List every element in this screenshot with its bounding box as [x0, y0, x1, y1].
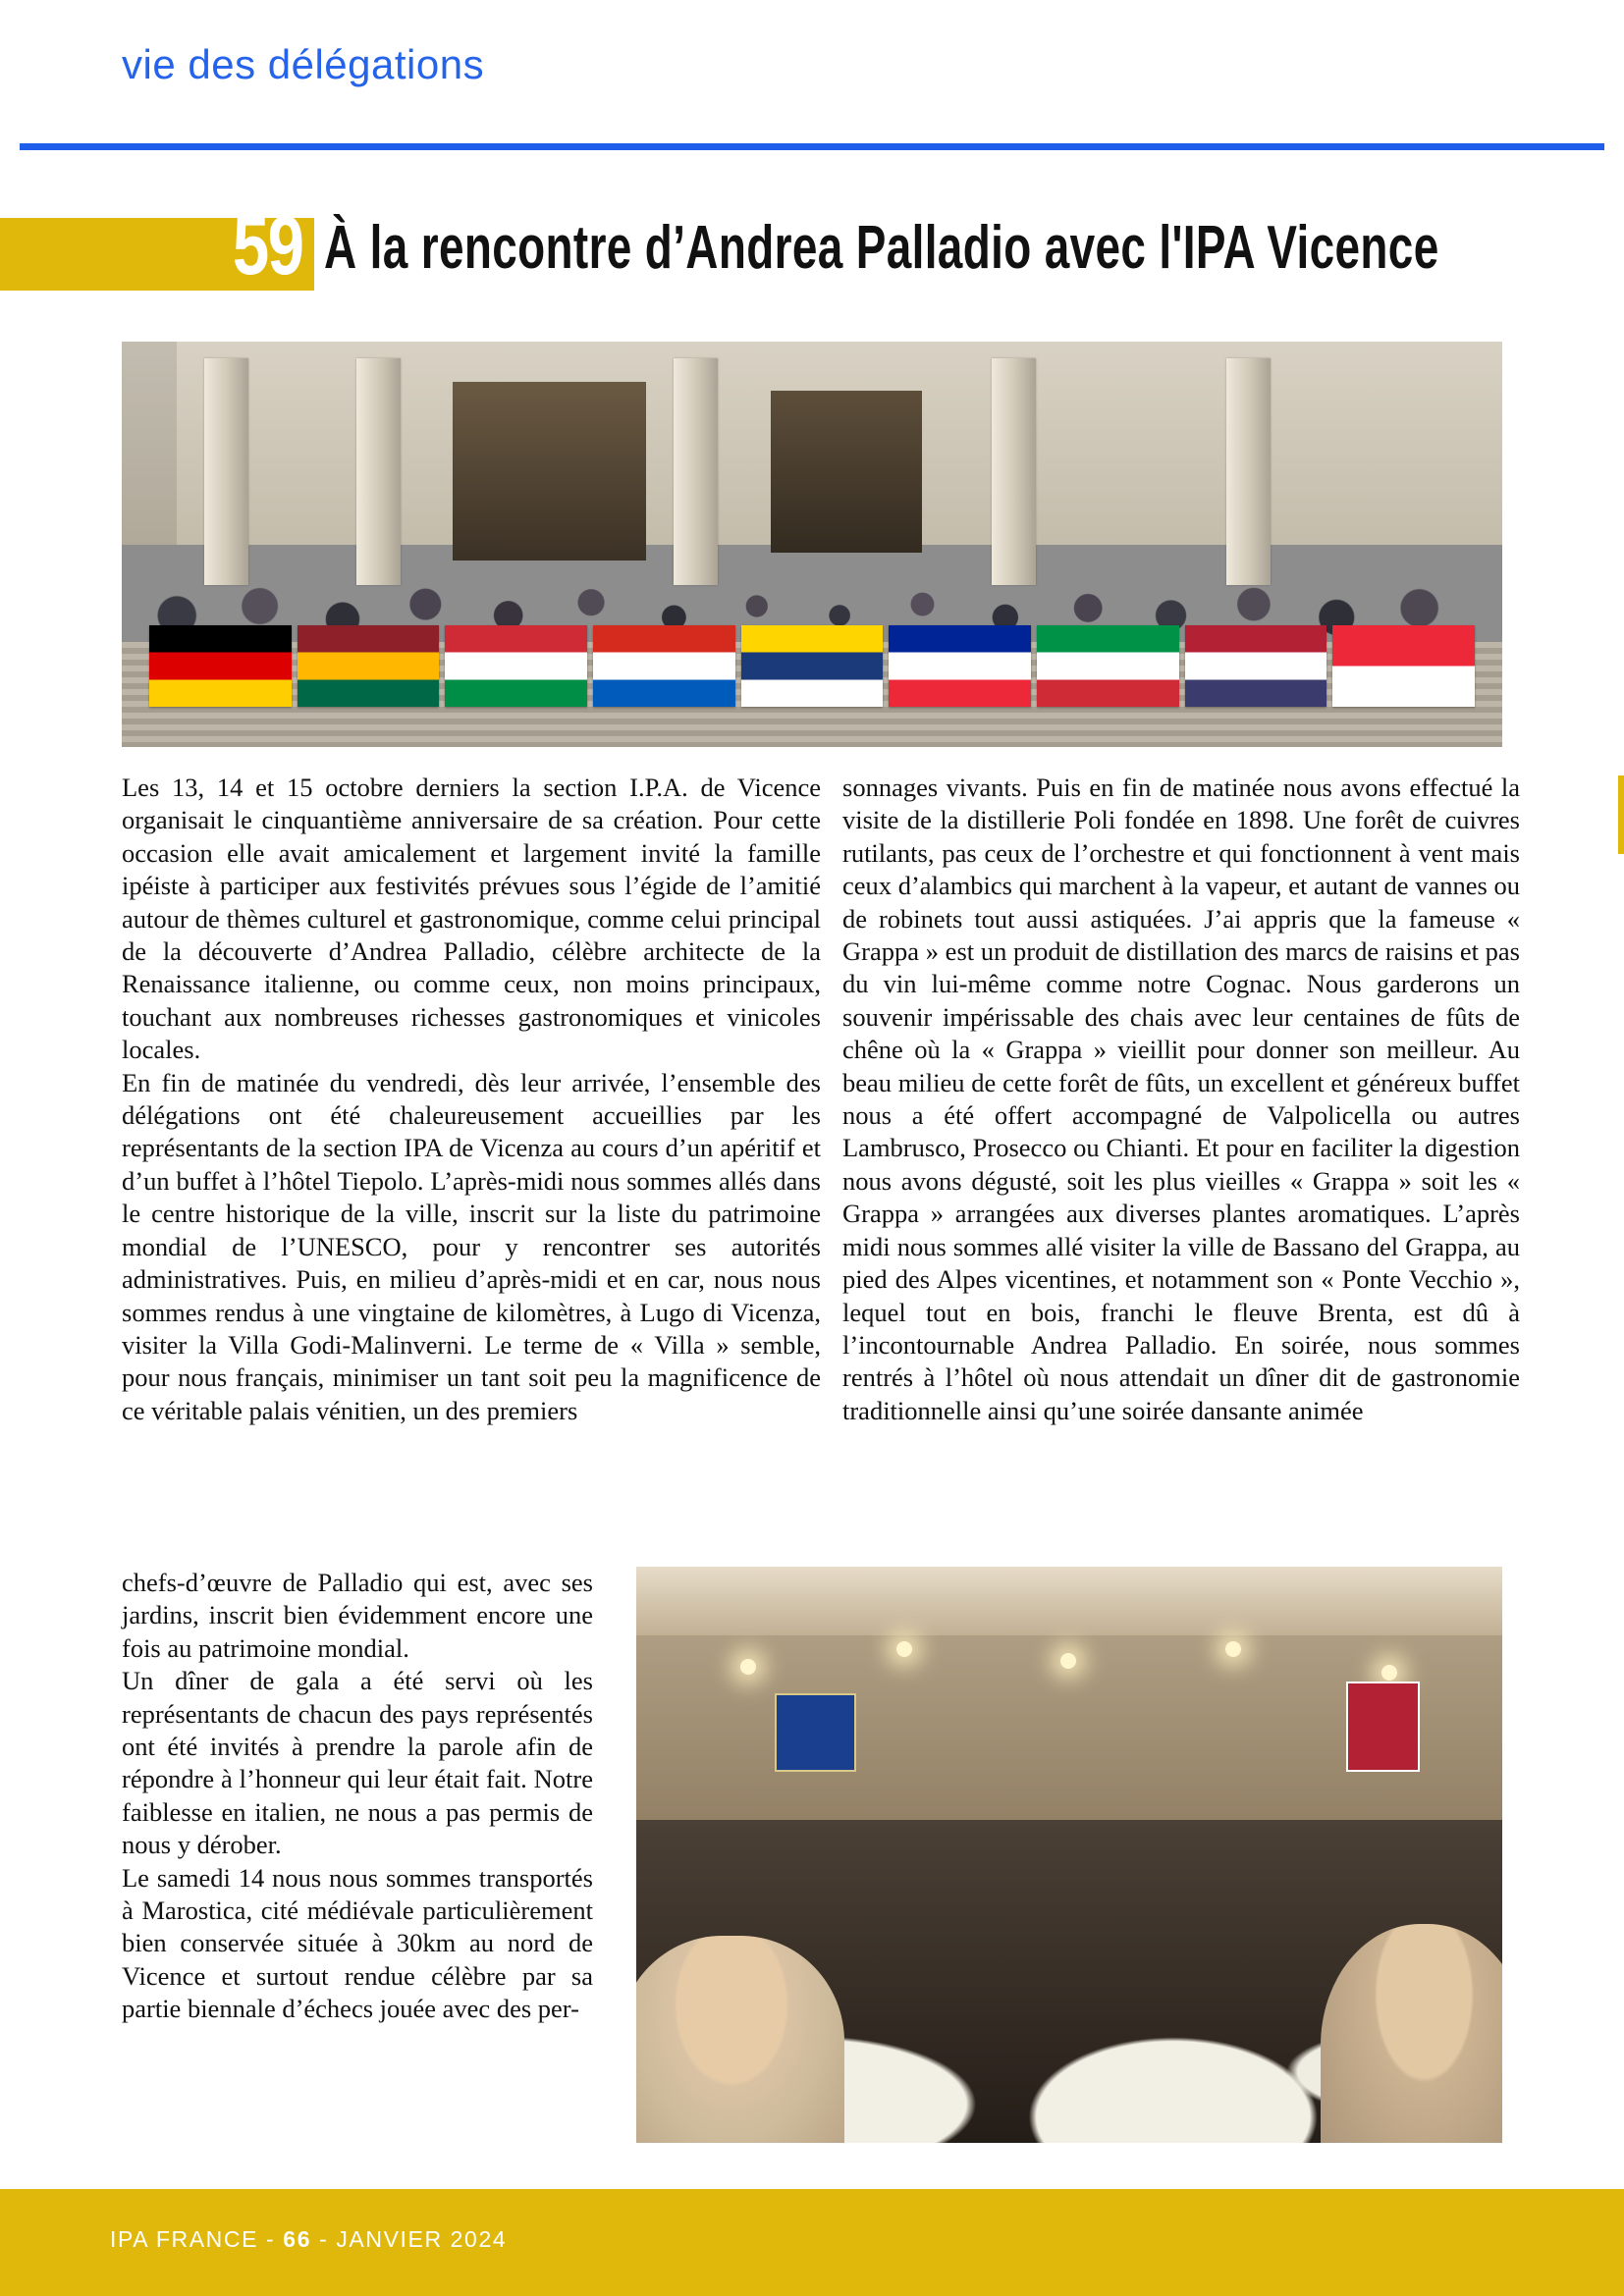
paragraph: sonnages vivants. Puis en fin de matinée nous avons effectué la visite de la distillerie Poli fondée en 1898. Une forêt de cuivres rutilants, pas ceux de l’orchestre et qui fonctionnent à vent mais ceux d’alambics qui marchent à la vapeur, et autant de vannes ou de robinets tout aussi astiquées. J’ai appris que la fameuse « Grappa » est un produit de distillation des marcs de raisins et pas du vin lui-même comme notre Cognac. Nous garderons un souvenir impérissable des chais avec leur centaines de fûts de chêne où la « Grappa » vieillit pour donner son meilleur. Au beau milieu de cette forêt de fûts, un excellent et généreux buffet nous a été offert accompagné de Valpolicella ou autres Lambrusco, Prosecco ou Chianti. Et pour en faciliter la digestion nous avons dégusté, soit les plus vieilles « Grappa » soit les « Grappa » arrangées aux diverses plantes aromatiques. L’après midi nous sommes allé visiter la ville de Bassano del Grappa, au pied des Alpes vicentines, et notamment son « Ponte Vecchio », lequel tout en bois, franchi le fleuve Brenta, est dû à l’incontournable Andrea Palladio. En soirée, nous sommes rentrés à l’hôtel où nous attendait un dîner dit de gastronomie traditionnelle ainsi qu’une soirée dansante animée — [842, 773, 1520, 1425]
footer-text — [110, 2226, 507, 2253]
photo-flag — [889, 625, 1031, 707]
photo-flag — [1185, 625, 1327, 707]
header-divider — [20, 143, 1604, 150]
article-number-badge — [0, 199, 314, 292]
body-column-right — [842, 772, 1520, 1427]
article-number: 59 — [232, 199, 302, 292]
dinner-photo — [636, 1567, 1502, 2143]
group-photo — [122, 342, 1502, 747]
paragraph: Un dîner de gala a été servi où les représentants de chacun des pays représentés ont été invités à prendre la parole afin de répondre à l’honneur qui leur était fait. Notre faiblesse en italien, ne nous a pas permis de nous y dérober. — [122, 1666, 593, 1860]
page-edge-tab — [1618, 775, 1624, 854]
photo-flag — [149, 625, 292, 707]
page-footer — [0, 2189, 1624, 2296]
page-header — [0, 0, 1624, 149]
photo-flag — [445, 625, 587, 707]
paragraph: Le samedi 14 nous nous sommes transportés à Marostica, cité médiévale particulièrement bien conservée située à 30km au nord de Vicence et surtout rendue célèbre par sa partie biennale d’échecs jouée avec des per- — [122, 1862, 593, 2024]
page-title: À la rencontre d’Andrea Palladio avec l'IPA Vicence — [324, 214, 1439, 282]
photo-flag — [1332, 625, 1475, 707]
photo-lamp — [896, 1641, 912, 1657]
photo-ceiling — [636, 1567, 1502, 1635]
photo-lamp — [740, 1659, 756, 1675]
photo-flag-row — [149, 625, 1475, 707]
photo-lamp — [1225, 1641, 1241, 1657]
photo-foreground-guest — [636, 1936, 844, 2143]
photo-ipa-banner — [775, 1693, 856, 1772]
section-kicker: vie des délégations — [122, 41, 485, 87]
paragraph: En fin de matinée du vendredi, dès leur arrivée, l’ensemble des délégations ont été chaleureusement accueillies par les représentants de la section IPA de Vicenza au cours d’un apéritif et d’un buffet à l’hôtel Tiepolo. L’après-midi nous sommes allés dans le centre historique de la ville, inscrit sur la liste du patrimoine mondial de l’UNESCO, pour y rencontrer ses autorités administratives. Puis, en milieu d’après-midi et en car, nous nous sommes rendus à une vingtaine de kilomètres, à Lugo di Vicenza, visiter la Villa Godi-Malinverni. Le terme de « Villa » semble, pour nous français, minimiser un tant soit peu la magnificence de ce véritable palais vénitien, un des premiers — [122, 1067, 821, 1425]
body-column-left-tail — [122, 1567, 593, 2026]
paragraph: chefs-d’œuvre de Palladio qui est, avec ses jardins, inscrit bien évidemment encore une fois au patrimoine mondial. — [122, 1568, 593, 1663]
footer-page-number: 66 — [283, 2226, 312, 2252]
footer-publication: IPA FRANCE - — [110, 2226, 284, 2252]
photo-lamp — [1381, 1665, 1397, 1681]
article-title-bar — [0, 199, 1624, 292]
photo-flag — [741, 625, 884, 707]
photo-flag-banner — [1346, 1682, 1420, 1772]
paragraph: Les 13, 14 et 15 octobre derniers la section I.P.A. de Vicence organisait le cinquantième anniversaire de sa création. Pour cette occasion elle avait amicalement et largement invité la famille ipéiste à participer aux festivités prévues sous l’égide de l’amitié autour de thèmes culturel et gastronomique, comme celui principal de la découverte d’Andrea Palladio, célèbre architecte de la Renaissance italienne, ou comme ceux, non moins principaux, touchant aux nombreuses richesses gastronomiques et vinicoles locales. — [122, 773, 821, 1065]
photo-flag — [298, 625, 440, 707]
body-column-left — [122, 772, 821, 1427]
photo-flag — [593, 625, 735, 707]
footer-issue: - JANVIER 2024 — [311, 2226, 508, 2252]
photo-flag — [1037, 625, 1179, 707]
